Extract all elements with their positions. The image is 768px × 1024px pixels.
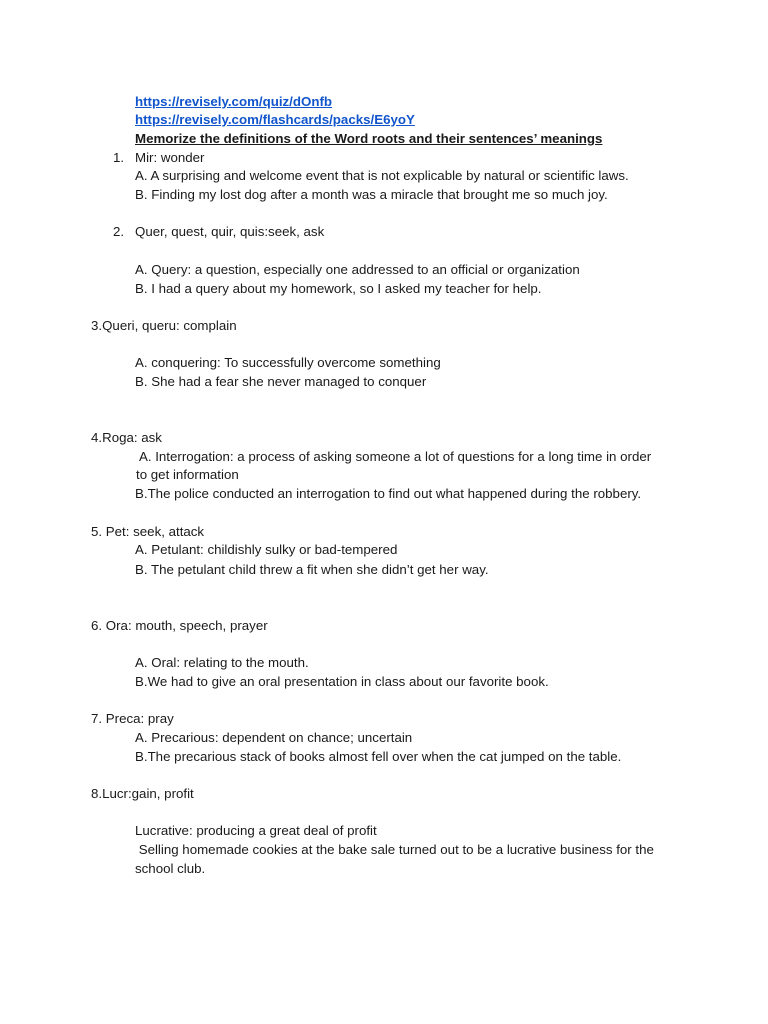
sentence-7: B.The precarious stack of books almost fell over when the cat jumped on the table. [135,749,622,764]
definition-4-continued: to get information [136,467,239,482]
definition-6: A. Oral: relating to the mouth. [135,655,309,670]
sentence-8: Selling homemade cookies at the bake sale turned out to be a lucrative business for the [135,842,654,857]
definition-3: A. conquering: To successfully overcome something [135,355,441,370]
root-7: 7. Preca: pray [91,711,174,726]
sentence-2: B. I had a query about my homework, so I asked my teacher for help. [135,281,542,296]
sentence-1: B. Finding my lost dog after a month was a miracle that brought me so much joy. [135,187,608,202]
flashcards-link[interactable]: https://revisely.com/flashcards/packs/E6yoY [135,112,415,127]
root-4: 4.Roga: ask [91,430,162,445]
root-5: 5. Pet: seek, attack [91,524,205,539]
item-number-2: 2. [113,224,125,239]
root-2: Quer, quest, quir, quis:seek, ask [135,224,325,239]
root-8: 8.Lucr:gain, profit [91,786,194,801]
definition-1: A. A surprising and welcome event that is not explicable by natural or scientific laws. [135,168,629,183]
quiz-link[interactable]: https://revisely.com/quiz/dOnfb [135,94,333,109]
sentence-6: B.We had to give an oral presentation in class about our favorite book. [135,674,549,689]
definition-2: A. Query: a question, especially one addressed to an official or organization [135,262,580,277]
item-number-1: 1. [113,150,125,165]
sentence-5: B. The petulant child threw a fit when she didn’t get her way. [135,562,489,577]
root-3: 3.Queri, queru: complain [91,318,237,333]
definition-4: A. Interrogation: a process of asking someone a lot of questions for a long time in order [136,449,652,464]
instructions-heading: Memorize the definitions of the Word roots and their sentences’ meanings [135,131,603,146]
definition-5: A. Petulant: childishly sulky or bad-tempered [135,542,398,557]
definition-7: A. Precarious: dependent on chance; uncertain [135,730,413,745]
root-6: 6. Ora: mouth, speech, prayer [91,618,268,633]
sentence-8-continued: school club. [135,861,206,876]
root-1: Mir: wonder [135,150,205,165]
sentence-3: B. She had a fear she never managed to conquer [135,374,427,389]
sentence-4: B.The police conducted an interrogation to find out what happened during the robbery. [135,486,642,501]
definition-8: Lucrative: producing a great deal of profit [135,823,377,838]
